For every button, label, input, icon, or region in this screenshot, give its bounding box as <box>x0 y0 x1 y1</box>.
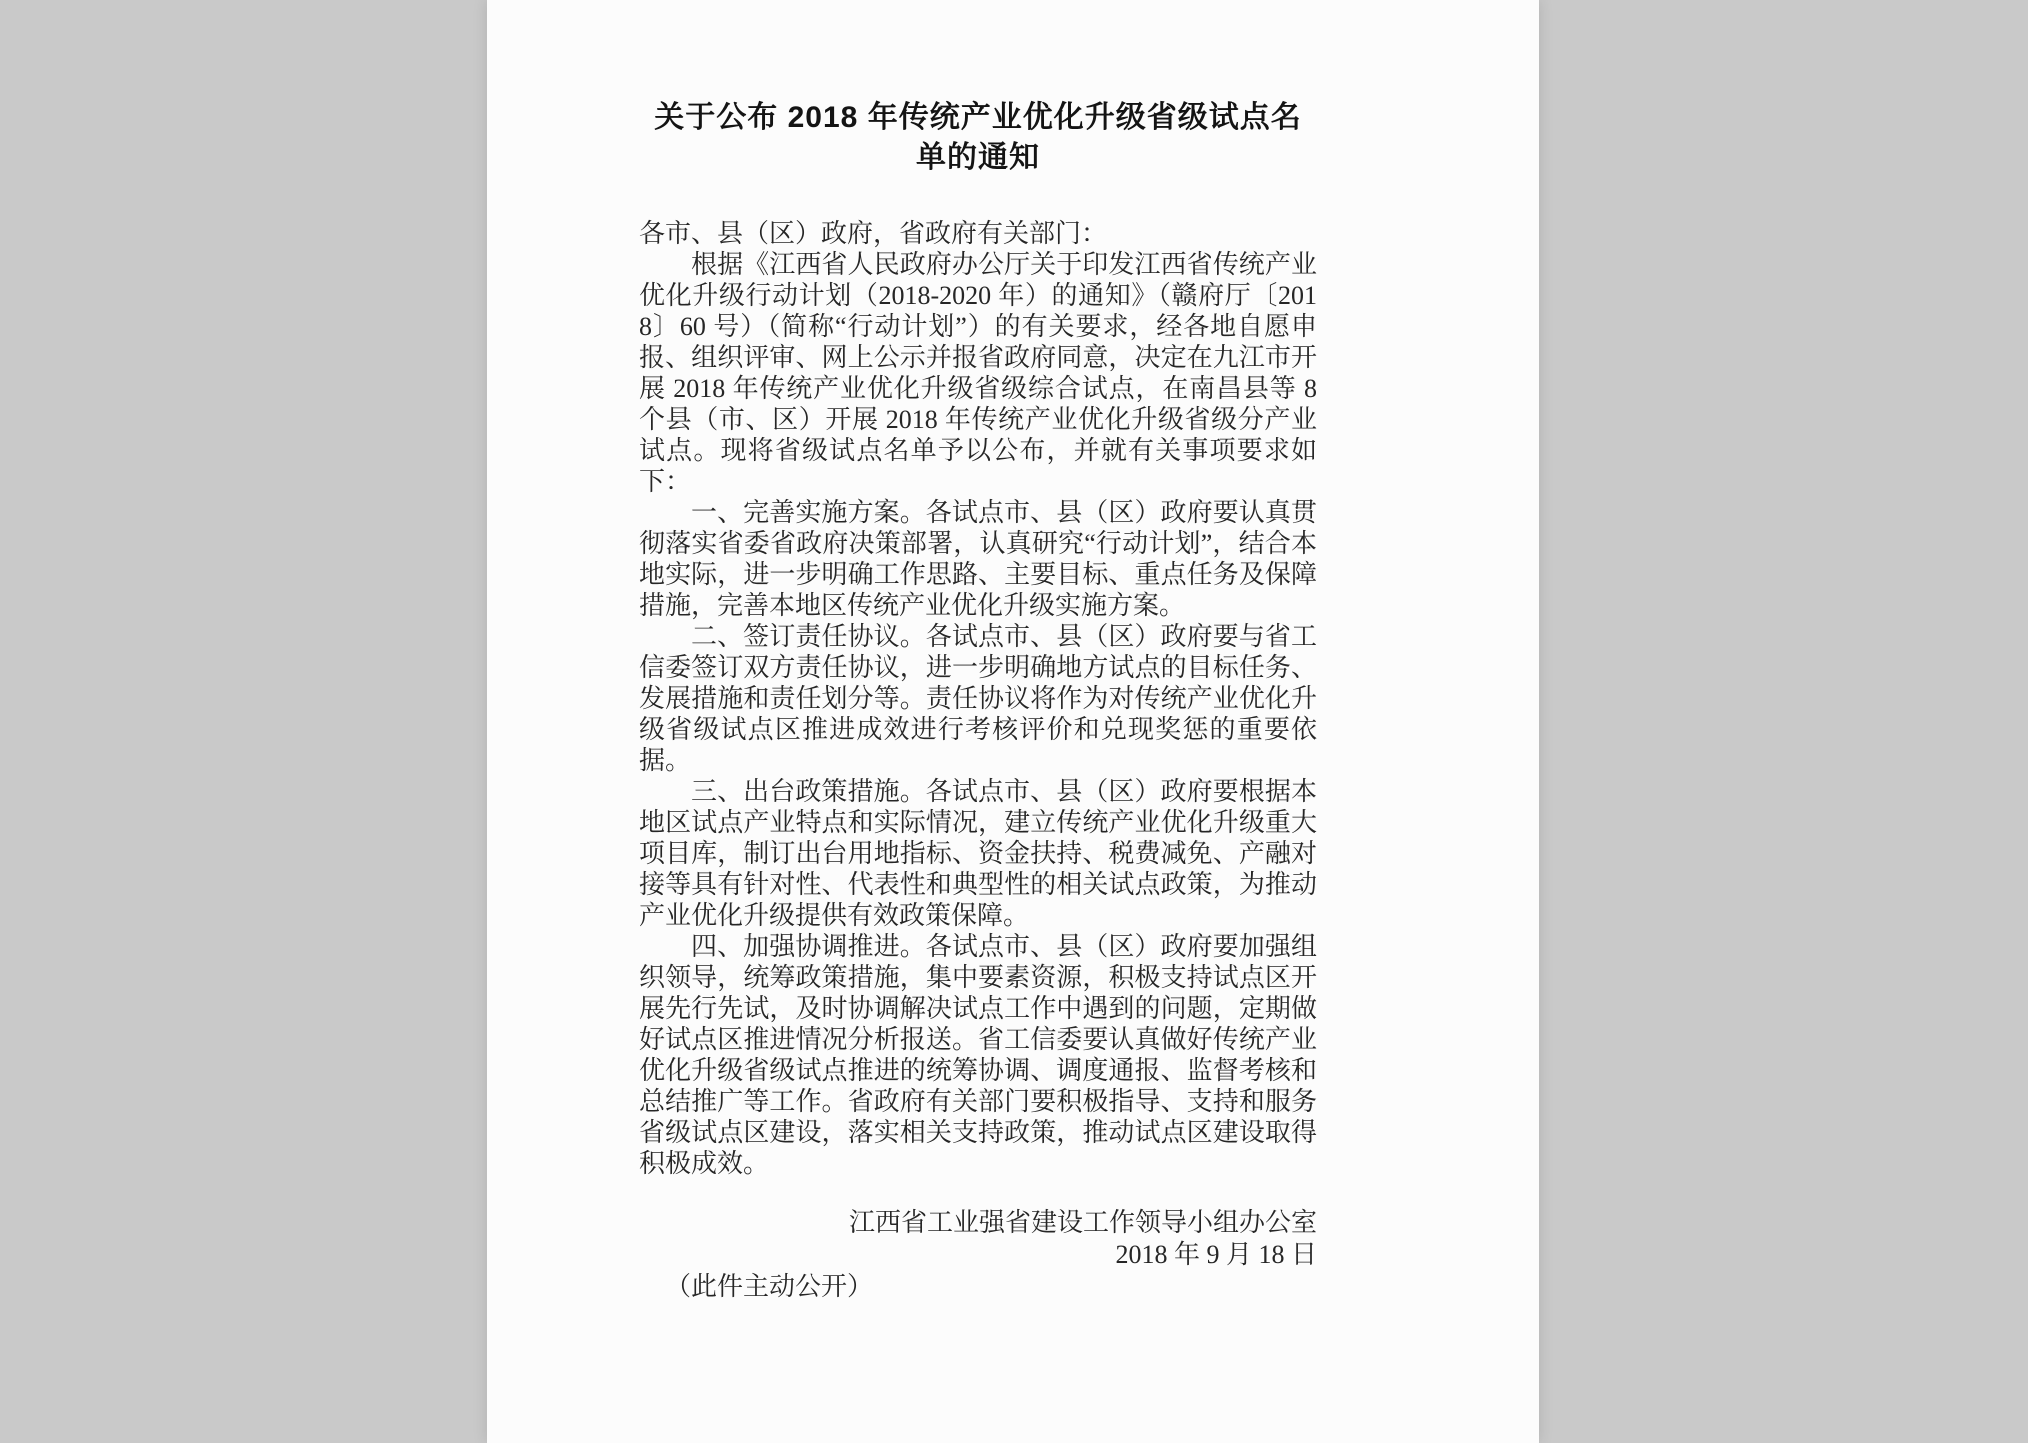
publicity-note: （此件主动公开） <box>665 1272 874 1301</box>
document-title: 关于公布 2018 年传统产业优化升级省级试点名单的通知 <box>654 101 1302 174</box>
scanned-document-page <box>487 0 1539 1443</box>
paragraph-item-4: 四、加强协调推进。各试点市、县（区）政府要加强组织领导，统筹政策措施，集中要素资源，积极支持试点区开展先行先试，及时协调解决试点工作中遇到的问题，定期做好试点区推进情况分析报送。省工信委要认真做好传统产业优化升级省级试点推进的统筹协调、调度通报、监督考核和总结推广等工作。省政府有关部门要积极指导、支持和服务省级试点区建设，落实相关支持政策，推动试点区建设取得积极成效。 <box>639 932 1317 1178</box>
signature-organization: 江西省工业强省建设工作领导小组办公室 <box>848 1208 1317 1237</box>
paragraph-item-2: 二、签订责任协议。各试点市、县（区）政府要与省工信委签订双方责任协议，进一步明确地方试点的目标任务、发展措施和责任划分等。责任协议将作为对传统产业优化升级省级试点区推进成效进行考核评价和兑现奖惩的重要依据。 <box>639 622 1317 775</box>
paragraph-item-1: 一、完善实施方案。各试点市、县（区）政府要认真贯彻落实省委省政府决策部署，认真研究“行动计划”，结合本地实际，进一步明确工作思路、主要目标、重点任务及保障措施，完善本地区传统产业优化升级实施方案。 <box>639 498 1317 620</box>
signature-date: 2018 年 9 月 18 日 <box>1115 1240 1317 1269</box>
document-content <box>639 0 1317 1303</box>
salutation-line: 各市、县（区）政府，省政府有关部门： <box>639 219 1108 248</box>
paragraph-intro: 根据《江西省人民政府办公厅关于印发江西省传统产业优化升级行动计划（2018-2020 年）的通知》（赣府厅〔2018〕60 号）（简称“行动计划”）的有关要求，经各地自愿申报、组织评审、网上公示并报省政府同意，决定在九江市开展 2018 年传统产业优化升级省级综合试点，在南昌县等 8 个县（市、区）开展 2018 年传统产业优化升级省级分产业试点。现将省级试点名单予以公布，并就有关事项要求如下： <box>639 250 1317 496</box>
paragraph-item-3: 三、出台政策措施。各试点市、县（区）政府要根据本地区试点产业特点和实际情况，建立传统产业优化升级重大项目库，制订出台用地指标、资金扶持、税费减免、产融对接等具有针对性、代表性和典型性的相关试点政策，为推动产业优化升级提供有效政策保障。 <box>639 777 1317 930</box>
signature-block <box>639 1207 1317 1271</box>
